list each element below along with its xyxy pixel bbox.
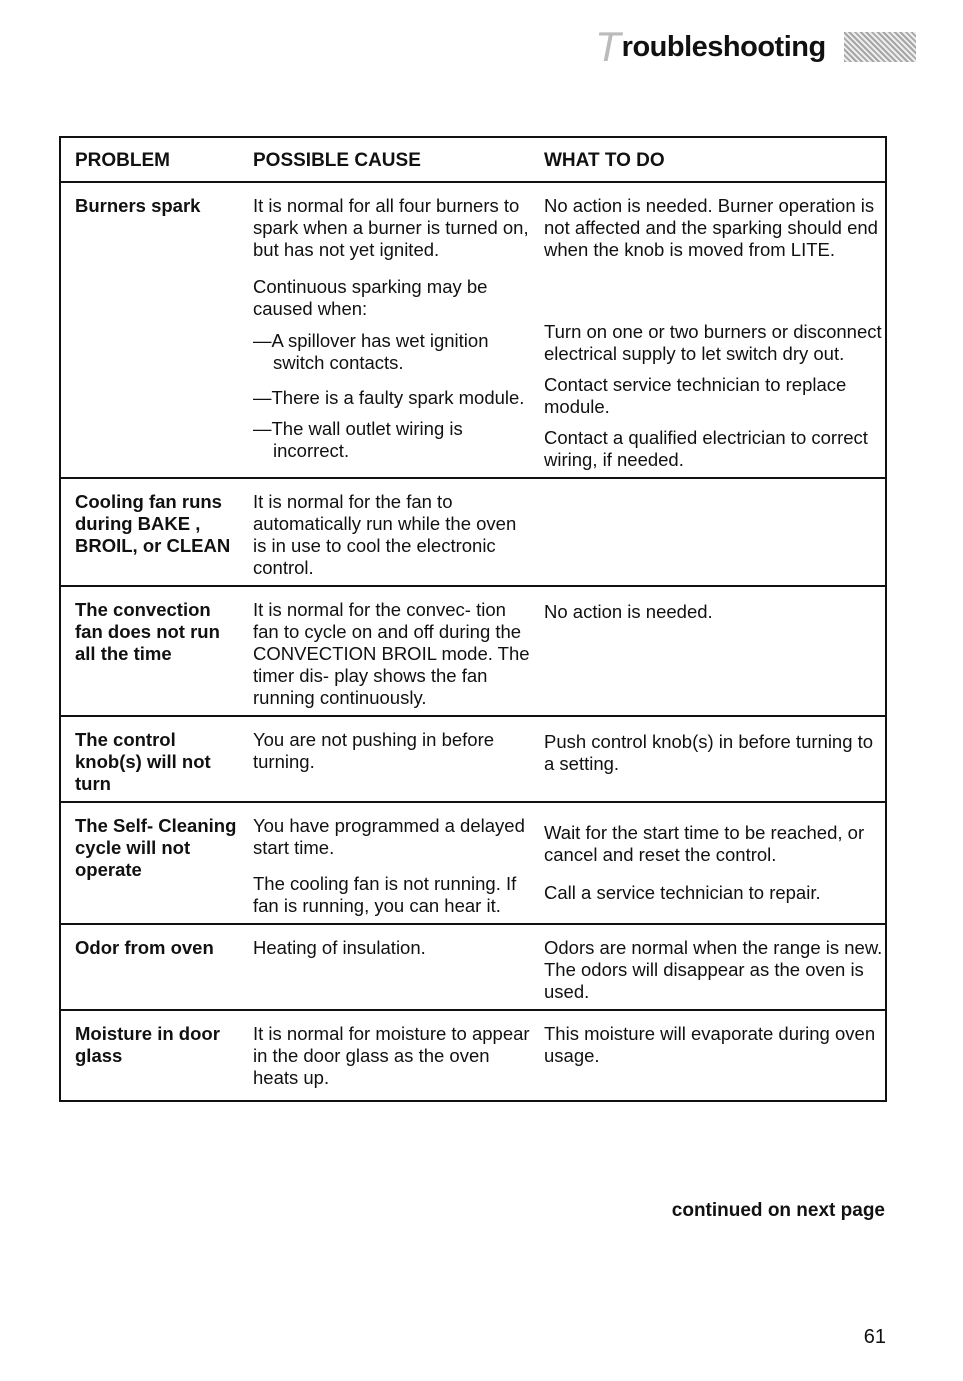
action-cell xyxy=(530,182,886,478)
action-cell xyxy=(530,802,886,924)
action-cell xyxy=(530,716,886,802)
problem-cell: The convection fan does not run all the time xyxy=(60,586,239,716)
cause-text: —The wall outlet wiring is incorrect. xyxy=(253,418,463,461)
table-row xyxy=(60,802,886,924)
column-header-todo: WHAT TO DO xyxy=(530,137,886,182)
cause-cell xyxy=(239,716,530,802)
action-text: Turn on one or two burners or disconnect electrical supply to let switch dry out. xyxy=(544,321,882,364)
cause-cell xyxy=(239,586,530,716)
action-cell xyxy=(530,924,886,1010)
cause-text: —There is a faulty spark module. xyxy=(253,387,525,408)
cause-cell xyxy=(239,1010,530,1101)
cause-text: —A spillover has wet ignition switch contacts. xyxy=(253,330,489,373)
cause-text: It is normal for moisture to appear in the door glass as the oven heats up. xyxy=(253,1023,530,1088)
table-row xyxy=(60,1010,886,1101)
table-row xyxy=(60,924,886,1010)
action-text: Contact a qualified electrician to correct wiring, if needed. xyxy=(544,427,868,470)
problem-cell: Cooling fan runs during BAKE , BROIL, or CLEAN xyxy=(60,478,239,586)
table-row xyxy=(60,716,886,802)
title-initial-letter: T xyxy=(595,23,621,70)
action-text: Call a service technician to repair. xyxy=(544,882,821,903)
cause-text: Continuous sparking may be caused when: xyxy=(253,276,488,319)
problem-cell: Moisture in door glass xyxy=(75,1023,220,1066)
cause-text: It is normal for the convec- tion fan to cycle on and off during the CONVECTION BROIL mode. The timer dis- play shows the fan running continuously. xyxy=(253,599,530,708)
troubleshooting-table xyxy=(59,136,887,1102)
cause-cell xyxy=(239,924,530,1010)
table-row xyxy=(60,586,886,716)
cause-text: You are not pushing in before turning. xyxy=(253,729,495,772)
problem-cell: The control knob(s) will not turn xyxy=(60,716,239,802)
continued-note: continued on next page xyxy=(671,1200,885,1221)
column-header-problem: PROBLEM xyxy=(60,137,239,182)
action-text: No action is needed. Burner operation is not affected and the sparking should end when the knob is moved from LITE. xyxy=(544,195,878,260)
page-number: 61 xyxy=(863,1326,886,1348)
problem-cell: Odor from oven xyxy=(60,924,239,1010)
table-row xyxy=(60,478,886,586)
problem-cell: Burners spark xyxy=(60,182,239,478)
action-text: Odors are normal when the range is new. The odors will disappear as the oven is used. xyxy=(544,937,883,1002)
cause-text: It is normal for all four burners to spark when a burner is turned on, but has not yet ignited. xyxy=(253,195,529,260)
table-header-row xyxy=(60,137,886,182)
action-text: Push control knob(s) in before turning to a setting. xyxy=(544,731,874,774)
column-header-cause: POSSIBLE CAUSE xyxy=(239,137,530,182)
action-cell xyxy=(530,586,886,716)
action-cell xyxy=(530,1010,886,1101)
action-text: Contact service technician to replace module. xyxy=(544,374,847,417)
cause-text: Heating of insulation. xyxy=(253,937,426,958)
table-row xyxy=(60,182,886,478)
cause-cell xyxy=(239,478,530,586)
decorative-pattern xyxy=(844,32,916,62)
cause-text: You have programmed a delayed start time. xyxy=(253,815,525,858)
cause-cell xyxy=(239,802,530,924)
cause-cell xyxy=(239,182,530,478)
action-text: Wait for the start time to be reached, or cancel and reset the control. xyxy=(544,822,865,865)
action-text: This moisture will evaporate during oven usage. xyxy=(544,1023,876,1066)
cause-text: The cooling fan is not running. If fan is running, you can hear it. xyxy=(253,873,517,916)
page-header xyxy=(595,22,916,72)
cause-text: It is normal for the fan to automatically run while the oven is in use to cool the electronic control. xyxy=(253,491,517,578)
action-text: No action is needed. xyxy=(544,601,713,622)
page-title: roubleshooting xyxy=(621,30,826,63)
action-cell xyxy=(530,478,886,586)
problem-cell: The Self- Cleaning cycle will not operate xyxy=(60,802,239,924)
